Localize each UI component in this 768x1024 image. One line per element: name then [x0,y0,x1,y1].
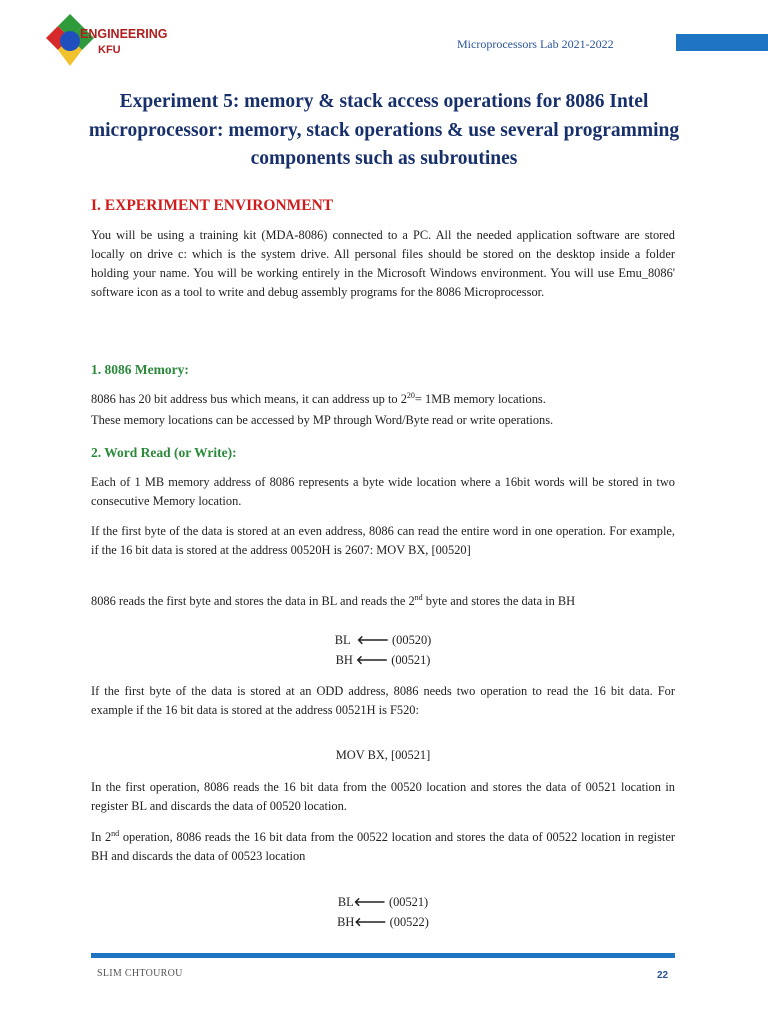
word-paragraph-1: Each of 1 MB memory address of 8086 represents a byte wide location where a 16bit words will be stored in two consecutive Memory location. [91,475,675,508]
even-bh-register: BH [335,653,353,667]
odd-bl-line [91,892,675,912]
footer-rule [91,953,675,958]
memory-p1-superscript: 20 [406,390,415,400]
left-arrow-icon: 🡐 [354,915,387,929]
word-p3-superscript: nd [414,592,423,602]
word-p6-superscript: nd [111,828,120,838]
header-accent-bar [676,34,768,51]
environment-paragraph: You will be using a training kit (MDA-8086) connected to a PC. All the needed application software are stored locally on drive c: which is the system drive. All personal files should be stored on the desktop inside a folder holding your name. You will be working entirely in the Microsoft Windows environment. You will use Emu_8086' software icon as a tool to write and debug assembly programs for the 8086 Microprocessor. [91,228,675,299]
subheading-8086-memory: 1. 8086 Memory: [91,362,189,377]
subheading-word-read: 2. Word Read (or Write): [91,445,237,460]
word-paragraph-2: If the first byte of the data is stored at an even address, 8086 can read the entire word in one operation. For example, if the 16 bit data is stored at the address 00520H is 2607: MOV BX, [00520] [91,524,675,557]
odd-bh-register: BH [337,915,355,929]
even-bl-line [91,630,675,650]
word-p3-text-a: 8086 reads the first byte and stores the data in BL and reads the 2 [91,594,415,608]
odd-bl-address: (00521) [388,895,429,909]
odd-instruction-line: MOV BX, [00521] [335,748,431,762]
document-title: Experiment 5: memory & stack access operations for 8086 Intel microprocessor: memory, stack operations & use several programming components such as subroutines [88,91,680,169]
word-p6-text-b: operation, 8086 reads the 16 bit data from the 00522 location and stores the data of 00522 location in register BH and discards the data of 00523 location [91,830,675,863]
memory-p1-text-a: 8086 has 20 bit address bus which means, it can address up to 2 [91,392,407,406]
header-title: Microprocessors Lab 2021-2022 [457,37,614,51]
even-bl-address: (00520) [392,633,432,647]
even-bl-register: BL [334,633,351,647]
section-heading-environment: I. EXPERIMENT ENVIRONMENT [91,197,334,214]
memory-paragraph-1 [91,390,675,409]
word-paragraph-3 [91,592,675,611]
left-arrow-icon: 🡐 [353,895,386,909]
odd-bl-register: BL [337,895,354,909]
word-p3-text-b: byte and stores the data in BH [425,594,576,608]
word-paragraph-6 [91,828,675,866]
page-number: 22 [657,970,669,981]
odd-bh-address: (00522) [389,915,429,929]
memory-p1-text-b: = 1MB memory locations. [414,392,546,406]
word-p6-text-a: In 2 [91,830,112,844]
left-arrow-icon: 🡐 [355,653,389,667]
logo-text-kfu: KFU [98,44,121,56]
memory-paragraph-2: These memory locations can be accessed by MP through Word/Byte read or write operations. [91,413,554,427]
engineering-kfu-logo [46,14,176,70]
word-paragraph-4: If the first byte of the data is stored at an ODD address, 8086 needs two operation to read the 16 bit data. For example if the 16 bit data is stored at the address 00521H is F520: [91,684,675,717]
odd-bh-line [91,912,675,932]
footer-author: SLIM CHTOUROU [97,968,183,979]
logo-text-engineering: ENGINEERING [80,27,168,41]
word-paragraph-5: In the first operation, 8086 reads the 16 bit data from the 00520 location and stores the data of 00521 location in register BL and discards the data of 00520 location. [91,780,675,813]
left-arrow-icon: 🡐 [356,633,389,647]
even-bh-address: (00521) [391,653,431,667]
even-bh-line [91,650,675,670]
